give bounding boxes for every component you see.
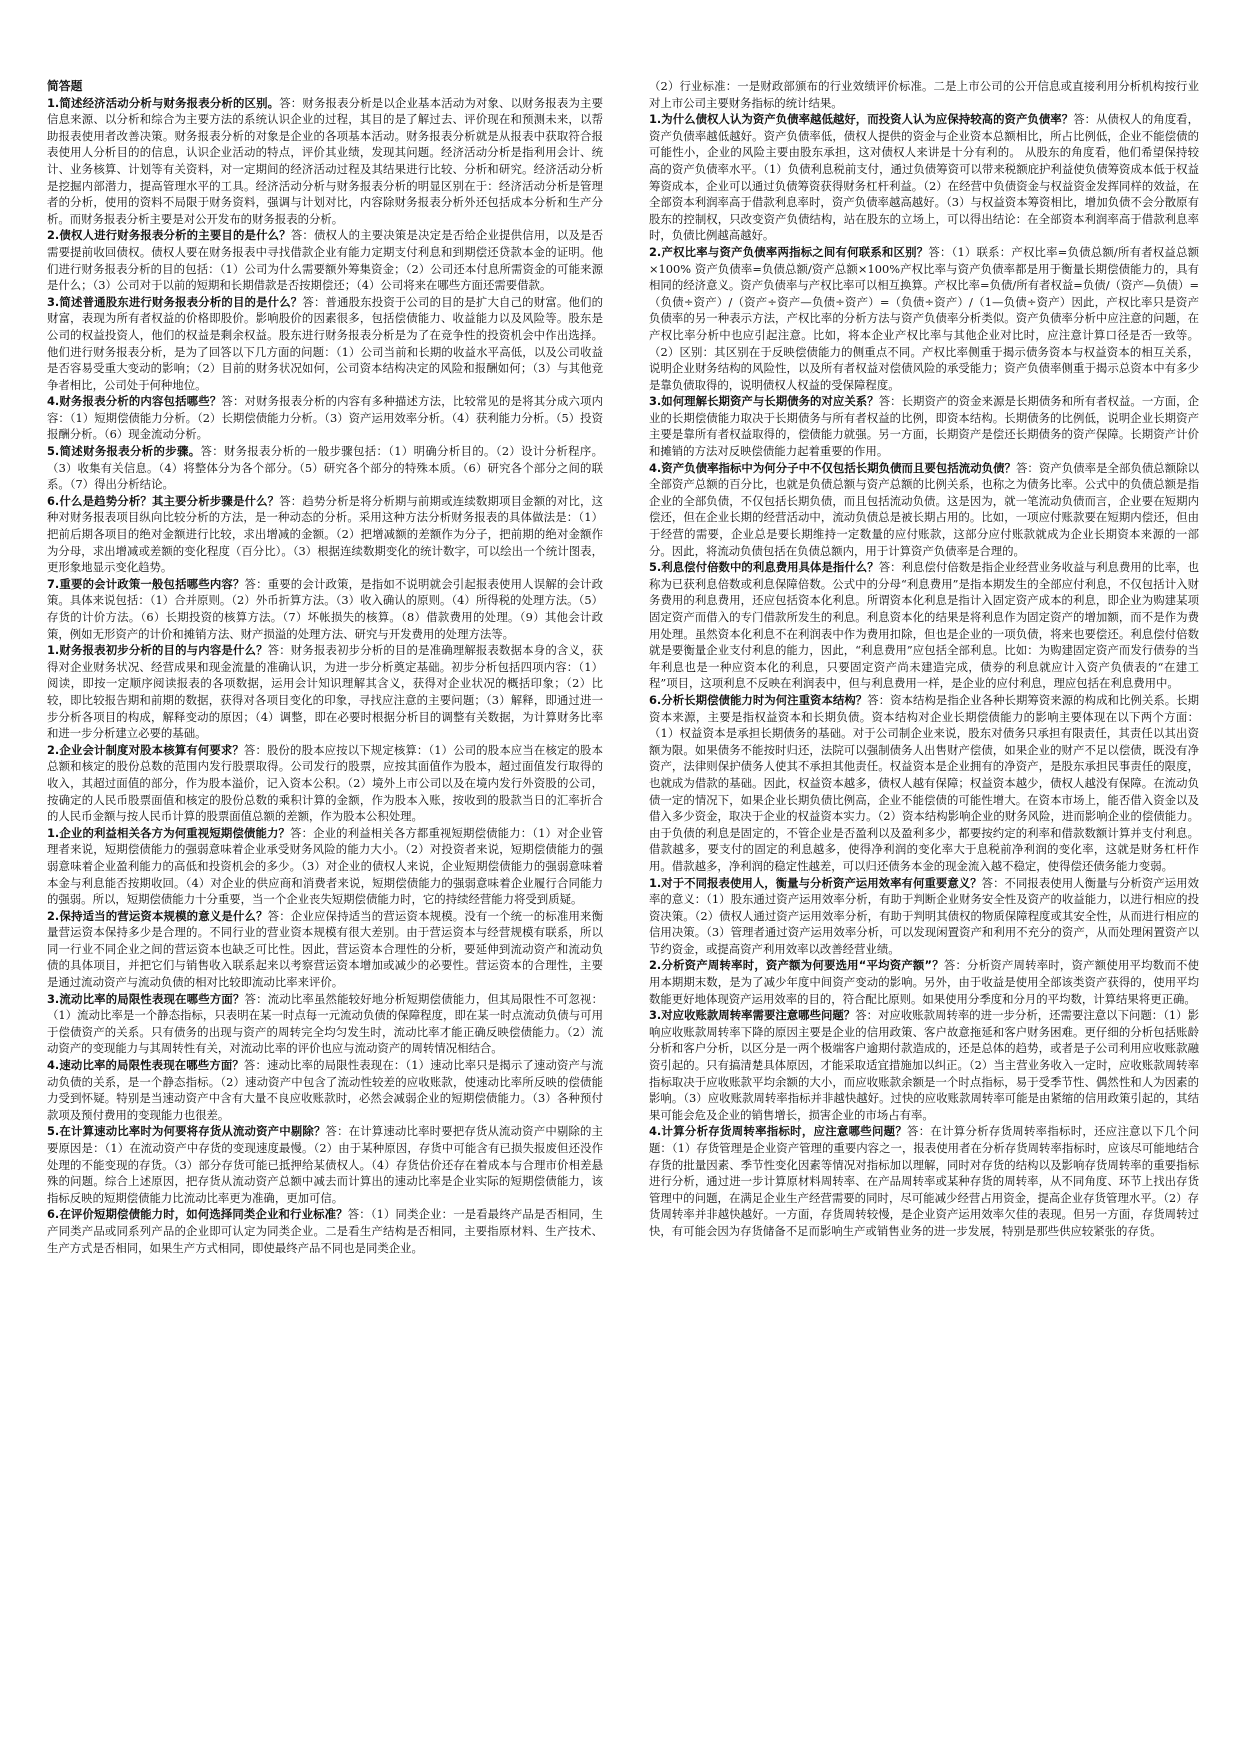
question-title: 4.计算分析存货周转率指标时，应注意哪些问题？ xyxy=(649,1124,908,1139)
question-title: 4.速动比率的局限性表现在哪些方面？ xyxy=(47,1058,244,1073)
answer-text: 答：重要的会计政策，是指如不说明就会引起报表使用人误解的会计政策。具体来说包括：（1）合并原则。（2）外币折算方法。（3）收入确认的原则。（4）所得税的处理方法。（5）存货的计价方法。（6）长期投资的核算方法。（7）坏帐损失的核算。（8）借款费用的处理。（9）其他会计政策，例如无形资产的计价和摊销方法、财产损溢的处理方法、研究与开发费用的处理方法等。 xyxy=(47,576,603,641)
answer-text: 答：企业的利益相关各方都重视短期偿债能力：（1）对企业管理者来说，短期偿债能力的强弱意味着企业承受财务风险的能力大小。（2）对投资者来说，短期偿债能力的强弱意味着企业盈利能力的高低和投资机会的多少。（3）对企业的债权人来说，企业短期偿债能力的强弱意味着本金与利息能否按期收回。（4）对企业的供应商和消费者来说，短期偿债能力的强弱意味着企业履行合同能力的强弱。所以，短期偿债能力十分重要，当一个企业丧失短期偿债能力时，它的持续经营能力将受到质疑。 xyxy=(47,825,603,907)
answer-text: 答：对财务报表分析的内容有多种描述方法，比较常见的是将其分成六项内容：（1）短期偿债能力分析。（2）长期偿债能力分析。（3）资产运用效率分析。（4）获利能力分析。（5）投资报酬分析。（6）现金流动分析。 xyxy=(47,394,603,442)
answer-text: 答：在计算分析存货周转率指标时，还应注意以下几个问题：（1）存货管理是企业资产管理的重要内容之一，报表使用者在分析存货周转率指标时，应该尽可能地结合存货的批量因素、季节性变化因素等情况对指标加以理解，同时对存货的结构以及影响存货周转率的重要指标进行分析，通过进一步计算原材料周转率、在产品周转率或某种存货的周转率，从不同角度、环节上找出存货管理中的问题，在满足企业生产经营需要的同时，尽可能减少经营占用资金，提高企业存货管理水平。（2）存货周转率并非越快越好。一方面，存货周转较慢，是企业资产运用效率欠佳的表现。但另一方面，存货周转过快，有可能会因为存货储备不足而影响生产或销售业务的进一步发展，特别是那些供应较紧张的存货。 xyxy=(649,1124,1199,1238)
qa-item xyxy=(649,1123,1199,1239)
left-qa-list xyxy=(47,95,603,1257)
qa-item xyxy=(47,1057,603,1123)
answer-text: 答：分析资产周转率时，资产额使用平均数而不使用本期期末数，是为了减少年度中间资产变动的影响。另外，由于收益是使用全部该类资产获得的，使用平均数能更好地体现资产运用效率的目的，符合配比原则。如果使用分季度和分月的平均数，计算结果将更正确。 xyxy=(649,958,1199,1006)
left-column xyxy=(47,78,603,1256)
answer-text: 答：趋势分析是将分析期与前期或连续数期项目金额的对比，这种对财务报表项目纵向比较分析的方法，是一种动态的分析。采用这种方法分析财务报表的具体做法是：（1）把前后期各项目的绝对金额进行比较，求出增减的金额。（2）把增减额的差额作为分子，把前期的绝对金额作为分母，求出增减或差额的变化程度（百分比）。（3）根据连续数期变化的统计数字，可以绘出一个统计图表，更形象地显示变化趋势。 xyxy=(47,493,603,575)
question-title: 5.利息偿付倍数中的利息费用具体是指什么？ xyxy=(649,560,879,575)
answer-text: 答：不同报表使用人衡量与分析资产运用效率的意义：（1）股东通过资产运用效率分析，有助于判断企业财务安全性及资产的收益能力，以进行相应的投资决策。（2）债权人通过资产运用效率分析，有助于判明其债权的物质保障程度或其安全性，从而进行相应的信用决策。（3）管理者通过资产运用效率分析，可以发现闲置资产和利用不充分的资产，从而处理闲置资产以节约资金，或提高资产利用效率以改善经营业绩。 xyxy=(649,875,1199,956)
qa-item xyxy=(649,692,1199,875)
answer-text: 答：债权人的主要决策是决定是否给企业提供信用，以及是否需要提前收回债权。债权人要在财务报表中寻找借款企业有能力定期支付利息和到期偿还贷款本金的证明。他们进行财务报表分析的目的包括：（1）公司为什么需要额外筹集资金；（2）公司还本付息所需资金的可能来源是什么；（3）公司对于以前的短期和长期借款是否按期偿还；（4）公司将来在哪些方面还需要借款。 xyxy=(47,228,603,293)
question-title: 5.在计算速动比率时为何要将存货从流动资产中剔除？ xyxy=(47,1124,326,1139)
question-title: 3.对应收账款周转率需要注意哪些问题？ xyxy=(649,1008,856,1023)
question-title: 3.简述普通股东进行财务报表分析的目的是什么？ xyxy=(47,294,303,309)
question-title: 2.债权人进行财务报表分析的主要目的是什么？ xyxy=(47,228,291,243)
qa-item xyxy=(47,95,603,228)
answer-text: 答：（1）同类企业：一是看最终产品是否相同，生产同类产品或同系列产品的企业即可认定为同类企业。二是看生产结构是否相同，主要指原材料、生产技术、生产方式是否相同，如果生产方式相同，即使最终产品不同也是同类企业。 xyxy=(47,1207,603,1255)
question-title: 6.在评价短期偿债能力时，如何选择同类企业和行业标准？ xyxy=(47,1207,348,1222)
question-title: 5.简述财务报表分析的步骤。 xyxy=(47,444,201,459)
question-title: 4.财务报表分析的内容包括哪些？ xyxy=(47,394,222,409)
question-title: 6.什么是趋势分析？其主要分析步骤是什么？ xyxy=(47,493,280,508)
question-title: 2.保持适当的营运资本规模的意义是什么？ xyxy=(47,908,268,923)
answer-text: 答：利息偿付倍数是指企业经营业务收益与利息费用的比率，也称为已获利息倍数或利息保障倍数。公式中的分母“利息费用”是指本期发生的全部应付利息，不仅包括计入财务费用的利息费用，还应包括资本化利息。所谓资本化利息是指计入固定资产成本的利息，即企业为购建某项固定资产而借入的专门借款所发生的利息。利息资本化的结果是将利息作为固定资产的增加额，而不是作为费用处理。虽然资本化利息不在利润表中作为费用扣除，但也是企业的一项负债，将来也要偿还。利息偿付倍数就是要衡量企业支付利息的能力，因此，“利息费用”应包括全部利息。比如：为购建固定资产而发行债券的当年利息也是一种应资本化的利息，只要固定资产尚未建造完成，债券的利息就应计入资产负债表的“在建工程”项目，这项利息不反映在利润表中，但与利息费用一样，是企业的应付利息，理应包括在利息费用中。 xyxy=(649,560,1199,691)
question-title: 4.资产负债率指标中为何分子中不仅包括长期负债而且要包括流动负债？ xyxy=(649,460,1016,475)
answer-text: 答：普通股东投资于公司的目的是扩大自己的财富。他们的财富，表现为所有者权益的价格即股价。影响股价的因素很多，包括偿债能力、收益能力以及风险等。股东是公司的权益投资人，他们的权益是剩余权益。股东进行财务报表分析是为了在竞争性的投资机会中作出选择。他们进行财务报表分析，是为了回答以下几方面的问题：（1）公司当前和长期的收益水平高低，以及公司收益是否容易受重大变动的影响；（2）目前的财务状况如何，公司资本结构决定的风险和报酬如何；（3）与其他竞争者相比，公司处于何种地位。 xyxy=(47,294,603,392)
qa-item xyxy=(47,825,603,908)
answer-text: 答：长期资产的资金来源是长期债务和所有者权益。一方面，企业的长期偿债能力取决于长期债务与所有者权益的比例，即资本结构。长期债务的比例低，说明企业长期资产主要是靠所有者权益取得的，偿债能力就强。另一方面，长期资产是偿还长期债务的资产保障。长期资产计价和摊销的方法对反映偿债能力起着重要的作用。 xyxy=(649,394,1199,459)
question-title: 1.财务报表初步分析的目的与内容是什么？ xyxy=(47,643,268,658)
question-title: 1.简述经济活动分析与财务报表分析的区别。 xyxy=(47,95,280,110)
question-title: 3.流动比率的局限性表现在哪些方面？ xyxy=(47,991,245,1006)
qa-item xyxy=(649,111,1199,244)
qa-item xyxy=(47,493,603,576)
qa-item xyxy=(47,294,603,394)
answer-text: 答：财务报表初步分析的目的是准确理解报表数据本身的含义，获得对企业财务状况、经营成果和现金流量的准确认识，为进一步分析奠定基础。初步分析包括四项内容：（1）阅读，即按一定顺序阅读报表的各项数据，运用会计知识理解其含义，获得对企业状况的概括印象；（2）比较，即比较报告期和前期的数据，获得对各项目变化的印象，寻找应注意的主要问题；（3）解释，即通过进一步分析各项目的构成，解释变动的原因；（4）调整，即在必要时根据分析目的调整有关数据，为计算财务比率和进一步分析建立必要的基础。 xyxy=(47,643,603,741)
section-heading: 简答题 xyxy=(47,79,83,93)
question-title: 2.产权比率与资产负债率两指标之间有何联系和区别？ xyxy=(649,244,929,259)
question-title: 2.分析资产周转率时，资产额为何要选用“平均资产额”？ xyxy=(649,958,944,973)
answer-text: 答：流动比率虽然能较好地分析短期偿债能力，但其局限性不可忽视：（1）流动比率是一个静态指标，只表明在某一时点每一元流动负债的保障程度，即在某一时点流动负债与可用于偿债资产的关系。只有债务的出现与资产的周转完全均匀发生时，流动比率才能正确反映偿债能力。（2）流动资产的变现能力与其周转性有关，对流动比率的评价也应与流动资产的周转情况相结合。 xyxy=(47,991,603,1056)
answer-text: 答：财务报表分析是以企业基本活动为对象、以财务报表为主要信息来源、以分析和综合为主要方法的系统认识企业的过程，其目的是了解过去、评价现在和预测未来，以帮助报表使用者改善决策。财务报表分析的对象是企业的各项基本活动。财务报表分析就是从报表中获取符合报表使用人分析目的的信息，认识企业活动的特点，评价其业绩，发现其问题。经济活动分析是指利用会计、统计、业务核算、计划等有关资料，对一定期间的经济活动过程及其结果进行比较、分析和研究。经济活动分析是挖掘内部潜力，提高管理水平的工具。经济活动分析与财务报表分析的明显区别在于：经济活动分析是管理者的分析，使用的资料不局限于财务资料，强调与计划对比，内容除财务报表分析外还包括成本分析和生产分析。而财务报表分析主要是对公开发布的财务报表的分析。 xyxy=(47,95,603,226)
answer-text: 答：企业应保持适当的营运资本规模。没有一个统一的标准用来衡量营运资本保持多少是合理的。不同行业的营业资本规模有很大差别。由于营运资本与经营规模有联系，所以同一行业不同企业之间的营运资本也缺乏可比性。因此，营运资本合理性的分析，要延伸到流动资产和流动负债的具体项目，并把它们与销售收入联系起来以考察营运资本增加或减少的必要性。营运资本的合理性，主要是通过流动资产与流动负债的相对比较即流动比率来评价。 xyxy=(47,908,603,990)
question-title: 1.对于不同报表使用人，衡量与分析资产运用效率有何重要意义？ xyxy=(649,875,982,890)
qa-item xyxy=(649,957,1199,1007)
qa-item xyxy=(47,742,603,825)
qa-item xyxy=(649,875,1199,958)
qa-item xyxy=(47,393,603,443)
question-title: 1.为什么债权人认为资产负债率越低越好，而投资人认为应保持较高的资产负债率？ xyxy=(649,112,1074,127)
question-title: 1.企业的利益相关各方为何重视短期偿债能力？ xyxy=(47,825,291,840)
answer-text: 答：财务报表分析的一般步骤包括：（1）明确分析目的。（2）设计分析程序。（3）收集有关信息。（4）将整体分为各个部分。（5）研究各个部分的特殊本质。（6）研究各个部分之间的联系。（7）得出分析结论。 xyxy=(47,444,603,492)
right-column xyxy=(649,78,1199,1240)
qa-item xyxy=(649,559,1199,692)
qa-item xyxy=(47,991,603,1057)
answer-text: 答：资本结构是指企业各种长期筹资来源的构成和比例关系。长期资本来源，主要是指权益资本和长期负债。资本结构对企业长期偿债能力的影响主要体现在以下两个方面：（1）权益资本是承担长期债务的基础。对于公司制企业来说，股东对债务只承担有限责任，其责任以其出资额为限。如果债务不能按时归还，法院可以强制债务人出售财产偿债，如果企业的财产不足以偿债，既没有净资产，法律则保护债务人使其不承担其他责任。权益资本是企业拥有的净资产，是股东承担民事责任的限度，也就成为借款的基础。因此，权益资本越多，债权人越有保障；权益资本越少，债权人越没有保障。在流动负债一定的情况下，如果企业长期负债比例高，企业不能偿债的可能性增大。在资本市场上，能否借入资金以及借入多少资金，取决于企业的权益资本实力。（2）资本结构影响企业的财务风险，进而影响企业的偿债能力。由于负债的利息是固定的，不管企业是否盈利以及盈利多少，都要按约定的利率和借款数额计算并支付利息。借款越多，要支付的固定的利息越多，使得净利润的变化率大于息税前净利润的变化率，这就是财务杠杆作用。借款越多，净利润的稳定性越差，可以归还债务本金的现金流入越不稳定，使得偿还债务能力变弱。 xyxy=(649,692,1199,873)
answer-text: 答：从债权人的角度看，资产负债率越低越好。资产负债率低，债权人提供的资金与企业资本总额相比，所占比例低，企业不能偿债的可能性小，企业的风险主要由股东承担，这对债权人来讲是十分有利的。 从股东的角度看，他们希望保持较高的资产负债率水平。（1）负债利息税前支付，通过负债筹资可以带来税额庇护利益使负债筹资成本低于权益筹资成本，企业可以通过负债筹资获得财务杠杆利益。（2）在经营中负债资金与权益资金发挥同样的效益，在全部资本利润率高于借款利息率时，资产负债率越高越好。（3）与权益资本筹资相比，增加负债不会分散原有股东的控制权，只改变资产负债结构，站在股东的立场上，可以得出结论：在全部资本利润率高于借款利息率时，负债比例越高越好。 xyxy=(649,112,1199,243)
question-title: 3.如何理解长期资产与长期债务的对应关系？ xyxy=(649,394,879,409)
qa-item xyxy=(47,642,603,742)
qa-item xyxy=(47,443,603,493)
qa-item xyxy=(47,576,603,642)
qa-item xyxy=(47,1123,603,1206)
answer-text: 答：（1）联系：产权比率=负债总额/所有者权益总额×100% 资产负债率=负债总额/资产总额×100%产权比率与资产负债率都是用于衡量长期偿债能力的，具有相同的经济意义。资产负债率与产权比率可以相互换算。产权比率=负债/所有者权益=负债/（资产—负债）=（负债÷资产）/（资产÷资产—负债÷资产）=（负债÷资产）/（1—负债÷资产）因此，产权比率只是资产负债率的另一种表示方法，产权比率的分析方法与资产负债率分析类似。资产负债率分析中应注意的问题，在产权比率分析中也应引起注意。比如，将本企业产权比率与其他企业对比时，应注意计算口径是否一致等。（2）区别：其区别在于反映偿债能力的侧重点不同。产权比率侧重于揭示债务资本与权益资本的相互关系，说明企业财务结构的风险性，以及所有者权益对偿债风险的承受能力；资产负债率侧重于揭示总资本中有多少是靠负债取得的，说明债权人权益的受保障程度。 xyxy=(649,244,1199,392)
question-title: 7.重要的会计政策一般包括哪些内容？ xyxy=(47,576,245,591)
qa-item xyxy=(649,393,1199,459)
right-qa-list xyxy=(649,111,1199,1239)
answer-text: 答：在计算速动比率时要把存货从流动资产中剔除的主要原因是：（1）在流动资产中存货的变现速度最慢。（2）由于某种原因，存货中可能含有已损失报废但还没作处理的不能变现的存货。（3）部分存货可能已抵押给某债权人。（4）存货估价还存在着成本与合理市价相差悬殊的问题。综合上述原因，把存货从流动资产总额中减去而计算出的速动比率是企业实际的短期偿债能力，该指标反映的短期偿债能力比流动比率更为准确，更加可信。 xyxy=(47,1124,603,1205)
qa-item xyxy=(649,460,1199,560)
answer-text: 答：对应收账款周转率的进一步分析，还需要注意以下问题：（1）影响应收账款周转率下降的原因主要是企业的信用政策、客户故意拖延和客户财务困难。更仔细的分析包括账龄分析和客户分析，以区分是一两个极端客户逾期付款造成的，还是总体的趋势，或者是子公司利用应收账款融资引起的。只有搞清楚具体原因，才能采取适宜措施加以纠正。（2）当主营业务收入一定时，应收账款周转率指标取决于应收账款平均余额的大小，而应收账款余额是一个时点指标，易于受季节性、偶然性和人为因素的影响。（3）应收账款周转率指标并非越快越好。过快的应收账款周转率可能是由紧缩的信用政策引起的，其结果可能会危及企业的销售增长，损害企业的市场占有率。 xyxy=(649,1008,1199,1122)
answer-text: 答：速动比率的局限性表现在：（1）速动比率只是揭示了速动资产与流动负债的关系，是一个静态指标。（2）速动资产中包含了流动性较差的应收账款，使速动比率所反映的偿债能力受到怀疑。特别是当速动资产中含有大量不良应收账款时，必然会减弱企业的短期偿债能力。（3）各种预付款项及预付费用的变现能力也很差。 xyxy=(47,1058,603,1122)
answer-text: 答：资产负债率是全部负债总额除以全部资产总额的百分比，也就是负债总额与资产总额的比例关系，也称之为债务比率。公式中的负债总额是指企业的全部负债，不仅包括长期负债，而且包括流动负债。这是因为，就一笔流动负债而言，企业要在短期内偿还，但在企业长期的经营活动中，流动负债总是被长期占用的。比如，一项应付账款要在短期内偿还，但由于经营的需要，企业总是要长期维持一定数量的应付账款，这部分应付账款就成为企业长期资本来源的一部分。因此，将流动负债包括在负债总额内，用于计算资产负债率是合理的。 xyxy=(649,460,1199,558)
qa-item xyxy=(47,1206,603,1256)
question-title: 6.分析长期偿债能力时为何注重资本结构？ xyxy=(649,692,868,707)
qa-item xyxy=(47,908,603,991)
qa-item xyxy=(649,1007,1199,1123)
continued-paragraph: （2）行业标准：一是财政部颁布的行业效绩评价标准。二是上市公司的公开信息或直接利用分析机构按行业对上市公司主要财务指标的统计结果。 xyxy=(649,79,1199,110)
qa-item xyxy=(649,244,1199,393)
question-title: 2.企业会计制度对股本核算有何要求？ xyxy=(47,742,244,757)
qa-item xyxy=(47,227,603,293)
answer-text: 答：股份的股本应按以下规定核算：（1）公司的股本应当在核定的股本总额和核定的股份总数的范围内发行股票取得。公司发行的股票，应按其面值作为股本，超过面值发行取得的收入，其超过面值的部分，作为股本溢价，记入资本公积。（2）境外上市公司以及在境内发行外资股的公司，按确定的人民币股票面值和核定的股份总数的乘积计算的金额，作为股本入账，按收到的股款当日的汇率折合的人民币金额与按人民币计算的股票面值总额的差额，作为股本公积处理。 xyxy=(47,742,603,824)
